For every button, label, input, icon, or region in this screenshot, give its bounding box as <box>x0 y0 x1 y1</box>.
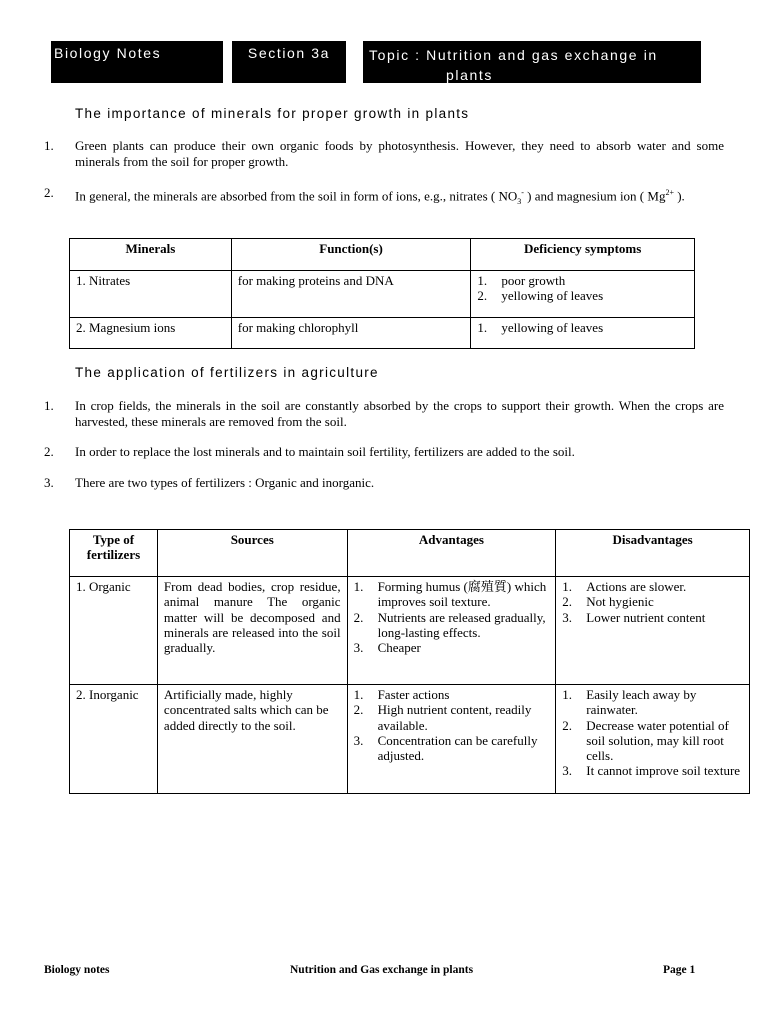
list-number: 1. <box>477 320 488 335</box>
list-number: 1. <box>562 687 573 702</box>
list-number: 1. <box>353 687 364 702</box>
subscript: 3 <box>517 196 522 206</box>
table-cell-function: for making proteins and DNA <box>231 271 471 318</box>
list-text: Nutrients are released gradually, long-lasting effects. <box>377 609 546 640</box>
column-header: Sources <box>157 530 347 577</box>
list-item <box>562 579 743 594</box>
list-text: yellowing of leaves <box>501 320 604 335</box>
list-number: 3. <box>562 609 573 625</box>
footer-left: Biology notes <box>44 964 110 976</box>
section-heading-fertilizers: The application of fertilizers in agriculture <box>75 365 379 380</box>
column-header: Minerals <box>70 239 232 271</box>
page-number: Page 1 <box>663 964 696 976</box>
list-number: 2. <box>353 609 364 625</box>
list-item <box>477 273 688 288</box>
paragraph-text: There are two types of fertilizers : Organic and inorganic. <box>75 475 375 490</box>
list-item <box>354 687 550 702</box>
list-item <box>354 610 550 641</box>
table-row <box>70 271 695 318</box>
list-item <box>562 687 743 718</box>
list-text: Faster actions <box>377 687 450 702</box>
table-row <box>70 318 695 349</box>
list-text: Cheaper <box>377 640 421 656</box>
list-item <box>562 763 743 778</box>
list-number: 1. <box>477 273 488 288</box>
column-header: Advantages <box>347 530 556 577</box>
paragraph-text: In crop fields, the minerals in the soil are constantly absorbed by the crops to support their growth. When the crops are harvested, these minerals are removed from the soil. <box>75 398 724 429</box>
list-text: Easily leach away by rainwater. <box>586 687 697 718</box>
superscript: 2+ <box>665 188 674 197</box>
list-number: 2. <box>562 594 573 610</box>
paragraph-text: In order to replace the lost minerals and to maintain soil fertility, fertilizers are added to the soil. <box>75 444 575 459</box>
paragraph-number: 3. <box>44 475 54 490</box>
fertilizer-table <box>69 529 750 794</box>
table-cell-symptoms <box>471 271 695 318</box>
list-item <box>354 702 550 733</box>
list-text: Lower nutrient content <box>586 609 706 625</box>
paragraph <box>44 398 724 429</box>
list-text: High nutrient content, readily available. <box>377 702 532 733</box>
paragraph-text <box>75 185 724 209</box>
minerals-table <box>69 238 695 349</box>
paragraph-number: 1. <box>44 398 54 413</box>
header-topic-line2: plants <box>446 67 493 83</box>
paragraph <box>44 138 724 169</box>
paragraph <box>44 444 724 460</box>
table-cell-function: for making chlorophyll <box>231 318 471 349</box>
list-text: Decrease water potential of soil solution, may kill root cells. <box>586 717 729 764</box>
list-item <box>354 640 550 655</box>
paragraph-number: 1. <box>44 138 54 153</box>
paragraph-number: 2. <box>44 185 54 200</box>
list-item <box>354 733 550 764</box>
table-cell-mineral: 1. Nitrates <box>70 271 232 318</box>
header-topic <box>363 41 701 83</box>
list-item <box>562 594 743 609</box>
list-number: 3. <box>562 763 573 779</box>
table-header-row <box>70 239 695 271</box>
list-number: 1. <box>353 579 364 594</box>
paragraph <box>44 185 724 209</box>
table-cell-sources: Artificially made, highly concentrated salts which can be added directly to the soil. <box>157 685 347 794</box>
list-text: It cannot improve soil texture <box>586 763 741 779</box>
list-number: 2. <box>353 702 364 718</box>
paragraph <box>44 475 724 491</box>
table-header-row <box>70 530 750 577</box>
list-text: poor growth <box>501 273 566 288</box>
section-heading-minerals: The importance of minerals for proper growth in plants <box>75 106 470 121</box>
table-cell-disadvantages <box>556 577 750 685</box>
list-text: Concentration can be carefully adjusted. <box>377 732 538 764</box>
header-section: Section 3a <box>232 41 346 83</box>
header-topic-line1: Topic : Nutrition and gas exchange in <box>369 47 658 63</box>
column-header: Deficiency symptoms <box>471 239 695 271</box>
text-segment: In general, the minerals are absorbed from the soil in form of ions, e.g., nitrates ( NO <box>75 188 518 204</box>
column-header: Type of fertilizers <box>70 530 158 577</box>
footer-center: Nutrition and Gas exchange in plants <box>290 964 474 976</box>
list-item <box>477 288 688 303</box>
table-cell-disadvantages <box>556 685 750 794</box>
table-cell-advantages <box>347 577 556 685</box>
paragraph-number: 2. <box>44 444 54 459</box>
superscript: - <box>521 188 524 197</box>
list-number: 2. <box>477 288 488 304</box>
paragraph-text: Green plants can produce their own organic foods by photosynthesis. However, they need to absorb water and some minerals from the soil for proper growth. <box>75 138 724 169</box>
table-cell-symptoms <box>471 318 695 349</box>
list-number: 2. <box>562 717 573 733</box>
list-text: Not hygienic <box>586 594 654 610</box>
table-cell-type: 1. Organic <box>70 577 158 685</box>
list-number: 3. <box>353 732 364 748</box>
text-segment: ) and magnesium ion ( Mg <box>523 188 666 204</box>
list-item <box>354 579 550 610</box>
header-subject: Biology Notes <box>51 41 223 83</box>
list-item <box>477 320 688 335</box>
text-segment: ). <box>673 188 685 204</box>
table-row <box>70 577 750 685</box>
table-cell-sources: From dead bodies, crop residue, animal manure The organic matter will be decomposed and minerals are released into the soil gradually. <box>157 577 347 685</box>
table-cell-mineral: 2. Magnesium ions <box>70 318 232 349</box>
table-cell-type: 2. Inorganic <box>70 685 158 794</box>
list-text: Forming humus (腐殖質) which improves soil texture. <box>377 579 547 610</box>
list-item <box>562 718 743 764</box>
list-text: Actions are slower. <box>586 579 687 594</box>
list-number: 1. <box>562 579 573 594</box>
list-number: 3. <box>353 640 364 656</box>
column-header: Function(s) <box>231 239 471 271</box>
list-text: yellowing of leaves <box>501 288 604 304</box>
table-cell-advantages <box>347 685 556 794</box>
table-row <box>70 685 750 794</box>
list-item <box>562 610 743 625</box>
column-header: Disadvantages <box>556 530 750 577</box>
